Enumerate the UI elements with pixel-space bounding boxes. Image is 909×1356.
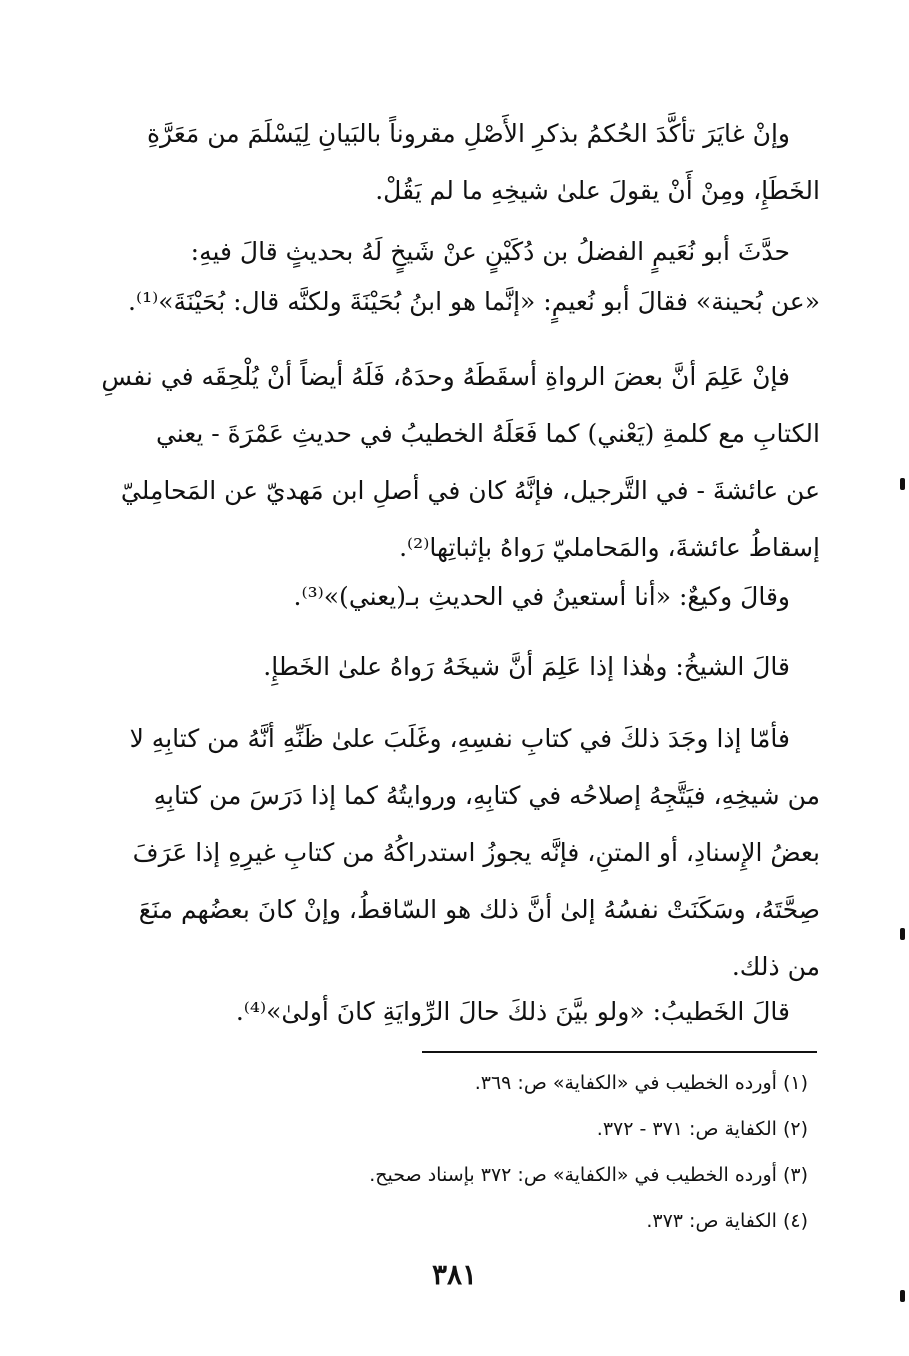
page-number: ٣٨١	[431, 1258, 478, 1291]
footnotes	[200, 1060, 808, 1244]
footnote-4: (٤) الكفاية ص: ٣٧٣.	[646, 1210, 808, 1232]
footnote-3: (٣) أورده الخطيب في «الكفاية» ص: ٣٧٢ بإسناد صحيح.	[369, 1164, 808, 1186]
paragraph-line: صِحَّتَهُ، وسَكَنَتْ نفسُهُ إلىٰ أنَّ ذلك هو السّاقطُ، وإنْ كانَ بعضُهم منَعَ	[138, 895, 820, 924]
paragraph-7	[108, 983, 820, 1040]
paragraph-line: «عن بُحينة» فقالَ أبو نُعيمٍ: «إنَّما هو ابنُ بُحَيْنَةَ ولكنَّه قال: بُحَيْنَةَ»⁽¹⁾.	[128, 287, 820, 316]
paragraph-line: من ذلك.	[731, 952, 820, 981]
paragraph-5	[108, 638, 820, 695]
paragraph-line: وقالَ وكيعٌ: «أنا أستعينُ في الحديثِ بـ(يعني)»⁽³⁾.	[293, 582, 790, 611]
paragraph-line: قالَ الخَطيبُ: «ولو بيَّنَ ذلكَ حالَ الرِّوايَةِ كانَ أولىٰ»⁽⁴⁾.	[235, 997, 790, 1026]
paragraph-line: عن عائشةَ - في التَّرجيل، فإنَّهُ كان في أصلِ ابن مَهديّ عن المَحامِليّ	[120, 476, 820, 505]
scan-edge-mark	[900, 478, 905, 490]
paragraph-3	[101, 348, 820, 576]
paragraph-line: قالَ الشيخُ: وهٰذا إذا عَلِمَ أنَّ شيخَهُ رَواهُ علىٰ الخَطإِ.	[263, 652, 790, 681]
paragraph-line: حدَّثَ أبو نُعَيمٍ الفضلُ بن دُكَيْنٍ عنْ شَيخٍ لَهُ بحديثٍ قالَ فيهِ:	[190, 237, 790, 266]
paragraph-1	[108, 105, 820, 219]
paragraph-line: الكتابِ مع كلمةِ (يَعْني) كما فَعَلَهُ الخطيبُ في حديثِ عَمْرَةَ - يعني	[155, 419, 820, 448]
footnote-separator	[422, 1051, 817, 1053]
paragraph-line: من شيخِهِ، فيَتَّجِهُ إصلاحُه في كتابِهِ، وروايتُهُ كما إذا دَرَسَ من كتابِهِ	[153, 781, 820, 810]
paragraph-2	[108, 227, 820, 327]
footnote-2: (٢) الكفاية ص: ٣٧١ - ٣٧٢.	[596, 1118, 808, 1140]
paragraph-line: فأمّا إذا وجَدَ ذلكَ في كتابِ نفسِهِ، وغَلَبَ علىٰ ظَنِّهِ أنَّهُ من كتابِهِ لا	[129, 724, 790, 753]
paragraph-4	[108, 568, 820, 625]
scan-edge-mark	[900, 1290, 905, 1302]
paragraph-line: إسقاطُ عائشةَ، والمَحامليّ رَواهُ بإثباتِها⁽²⁾.	[399, 533, 820, 562]
paragraph-line: بعضُ الإِسنادِ، أو المتنِ، فإنَّه يجوزُ استدراكُهُ من كتابِ غيرِهِ إذا عَرَفَ	[132, 838, 820, 867]
paragraph-6	[108, 710, 820, 995]
paragraph-line: فإنْ عَلِمَ أنَّ بعضَ الرواةِ أسقَطَهُ وحدَهُ، فَلَهُ أيضاً أنْ يُلْحِقَه في نفسِ	[101, 362, 790, 391]
paragraph-line: الخَطَإِ، ومِنْ أَنْ يقولَ علىٰ شيخِهِ ما لم يَقُلْ.	[375, 176, 820, 205]
scan-edge-mark	[900, 928, 905, 940]
paragraph-line: وإنْ غايَرَ تأكَّدَ الحُكمُ بذكرِ الأَصْلِ مقروناً بالبَيانِ لِيَسْلَمَ من مَعَرَّةِ	[146, 119, 790, 148]
footnote-1: (١) أورده الخطيب في «الكفاية» ص: ٣٦٩.	[474, 1072, 808, 1094]
